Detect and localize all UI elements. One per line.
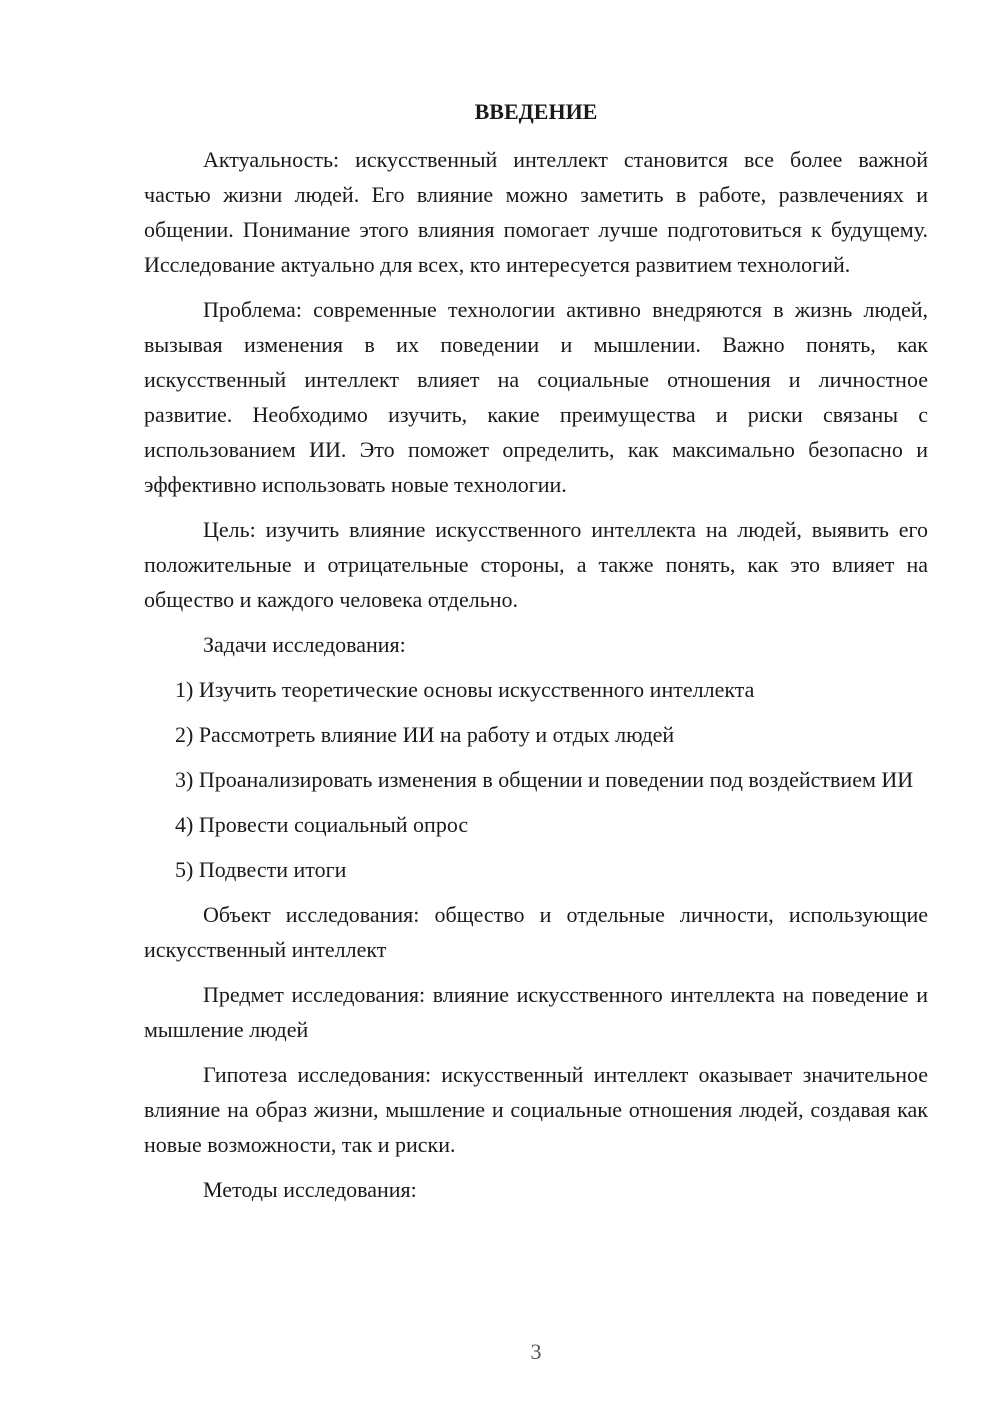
task-item-4: 4) Провести социальный опрос [175, 812, 469, 837]
paragraph-goal: Цель: изучить влияние искусственного интеллекта на людей, выявить его положительные и отрицательные стороны, а также понять, как это влияет на общество и каждого человека отдельно. [144, 517, 928, 612]
task-item-2: 2) Рассмотреть влияние ИИ на работу и отдых людей [175, 722, 675, 747]
task-item-1: 1) Изучить теоретические основы искусственного интеллекта [175, 677, 755, 702]
paragraph-hypothesis: Гипотеза исследования: искусственный интеллект оказывает значительное влияние на образ жизни, мышление и социальные отношения людей, создавая как новые возможности, так и риски. [144, 1062, 928, 1157]
tasks-heading: Задачи исследования: [203, 632, 406, 657]
paragraph-object: Объект исследования: общество и отдельные личности, использующие искусственный интеллект [144, 902, 928, 962]
paragraph-relevance: Актуальность: искусственный интеллект становится все более важной частью жизни людей. Его влияние можно заметить в работе, развлечениях и общении. Понимание этого влияния помогает лучше подготовиться к будущему. Исследование актуально для всех, кто интересуется развитием технологий. [144, 147, 928, 277]
paragraph-methods: Методы исследования: [203, 1177, 417, 1202]
page-title: ВВЕДЕНИЕ [474, 99, 598, 124]
paragraph-problem: Проблема: современные технологии активно внедряются в жизнь людей, вызывая изменения в их поведении и мышлении. Важно понять, как искусственный интеллект влияет на социальные отношения и личностное развитие. Необходимо изучить, какие преимущества и риски связаны с использованием ИИ. Это поможет определить, как максимально безопасно и эффективно использовать новые технологии. [144, 297, 928, 497]
task-item-5: 5) Подвести итоги [175, 857, 347, 882]
document-body [144, 142, 928, 1207]
page-number: 3 [530, 1339, 542, 1364]
paragraph-subject: Предмет исследования: влияние искусственного интеллекта на поведение и мышление людей [144, 982, 928, 1042]
task-item-3: 3) Проанализировать изменения в общении и поведении под воздействием ИИ [175, 767, 914, 792]
